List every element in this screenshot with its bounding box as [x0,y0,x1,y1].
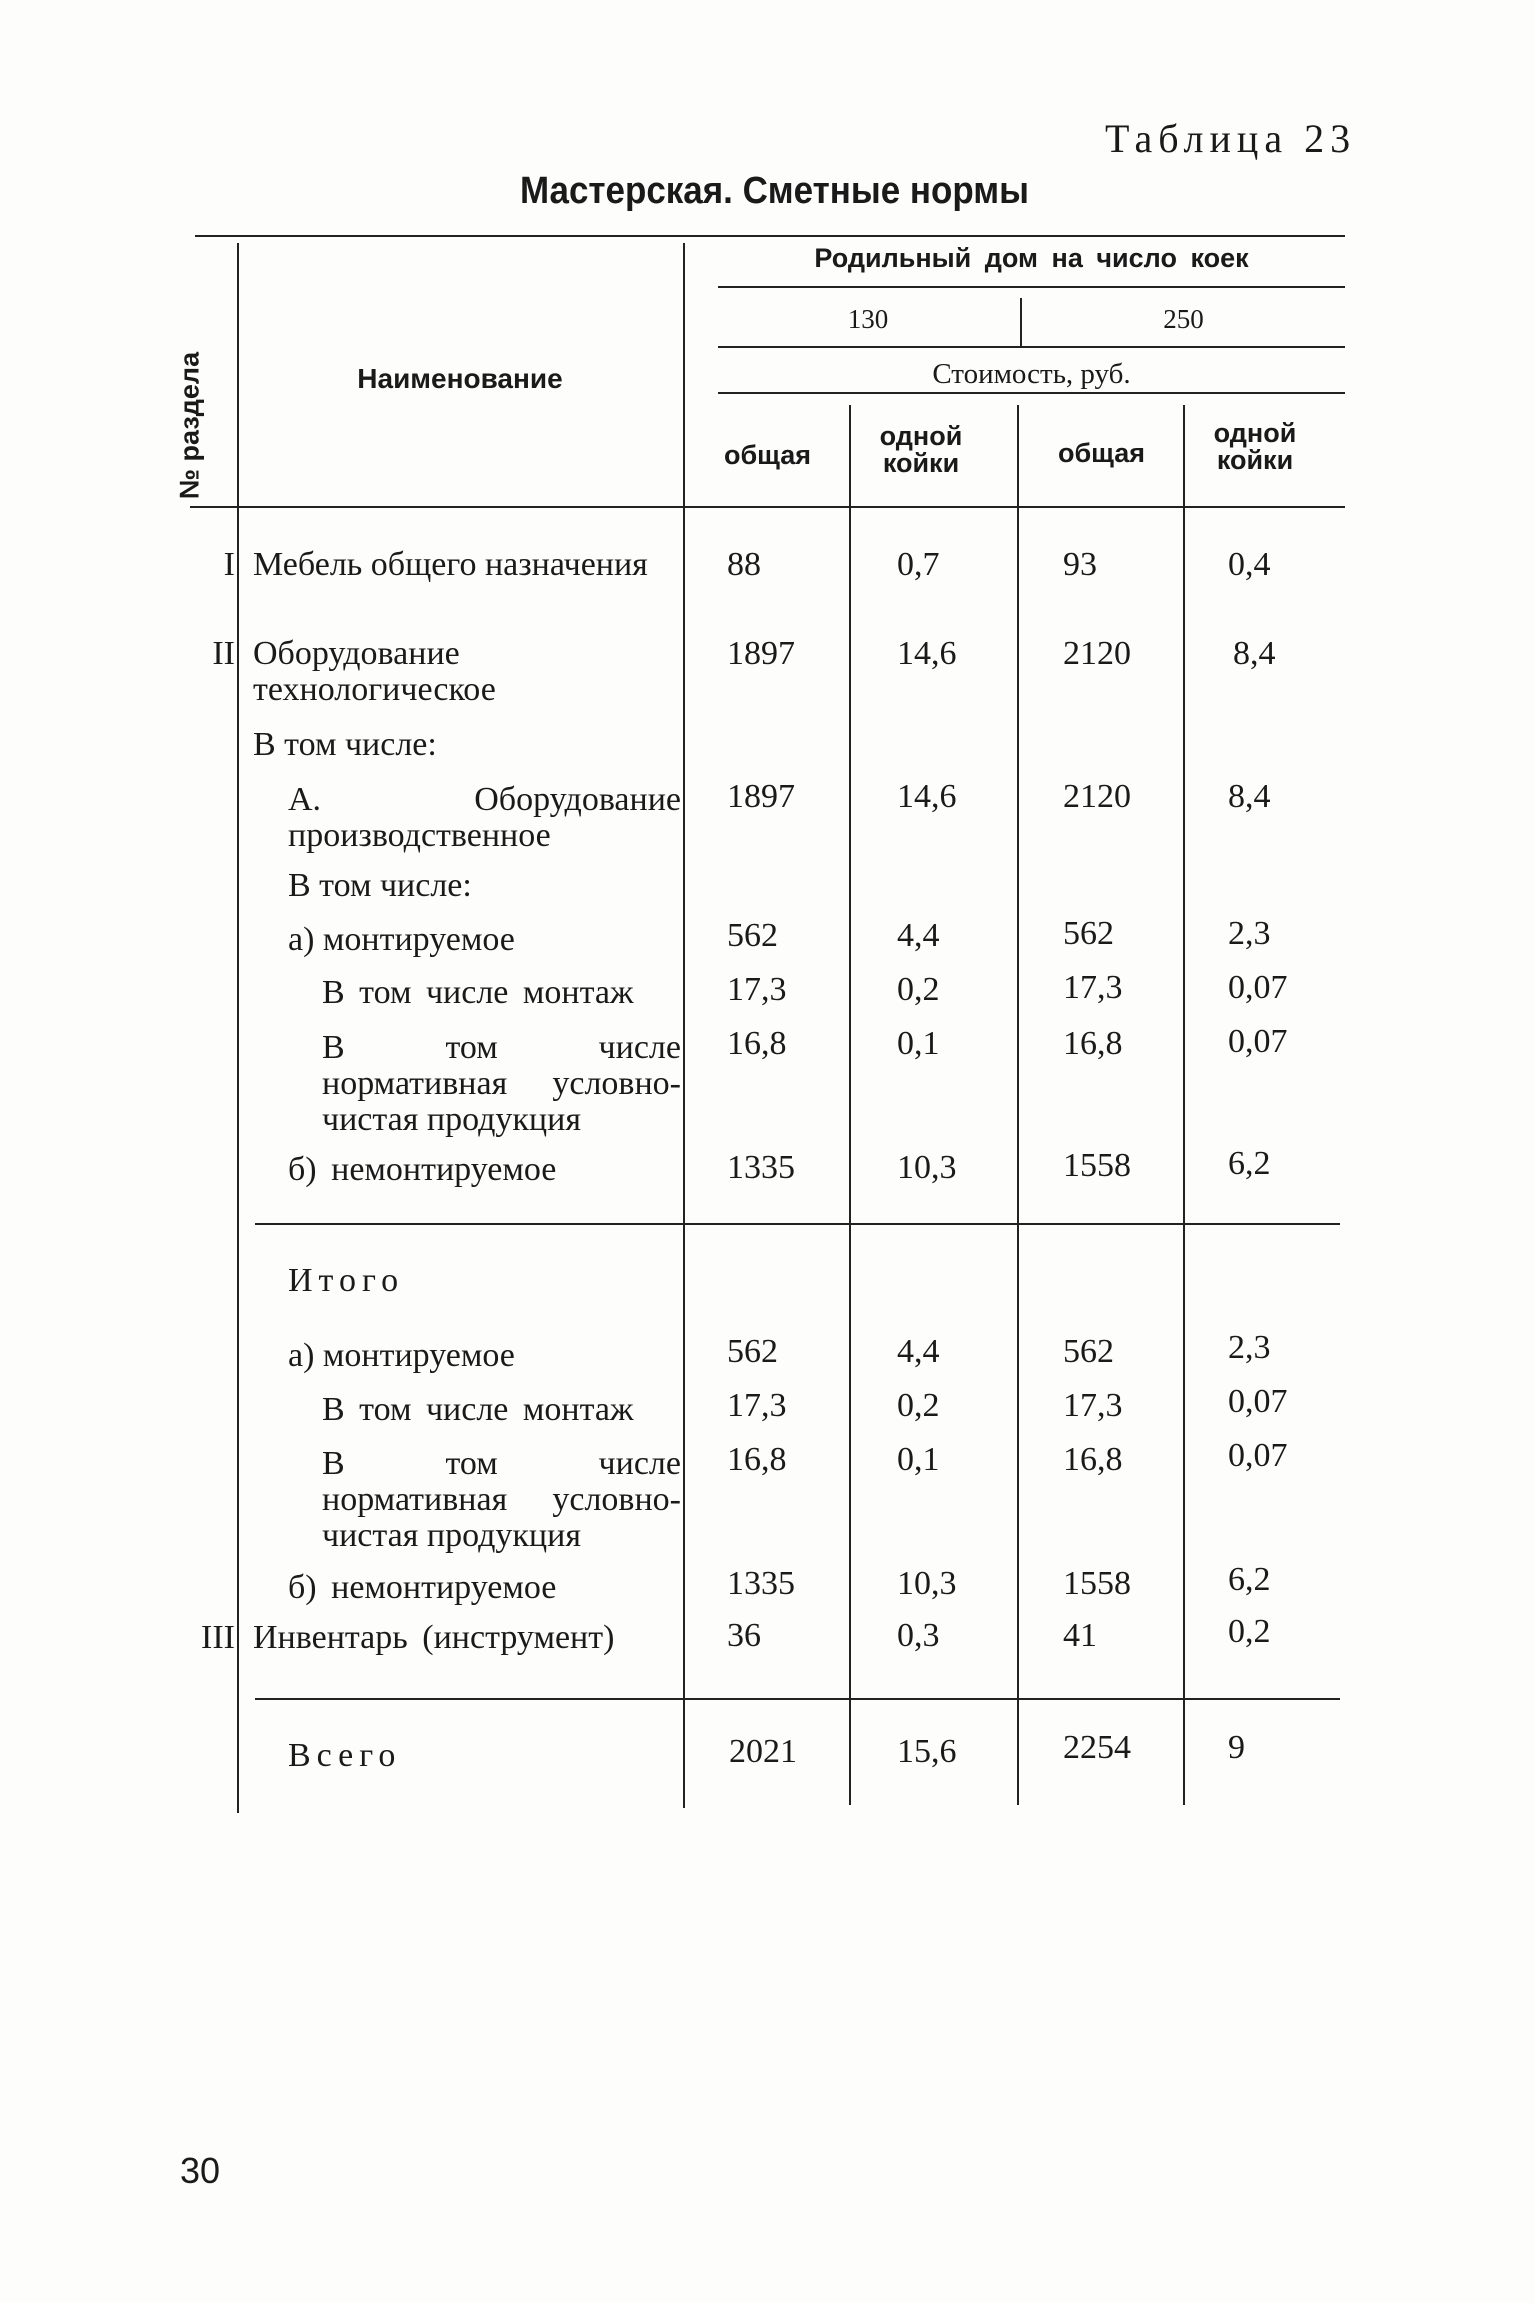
header-rule-cost [718,392,1345,394]
row-per-bed-130: 4,4 [897,917,940,954]
row-section-number: III [201,1619,235,1656]
row-total-250: 17,3 [1063,1387,1123,1424]
row-section-number: II [212,635,235,672]
row-name: В том числе нормативная условно-чистая продукция [322,1445,681,1554]
row-name: Всего [288,1737,402,1774]
row-per-bed-130: 14,6 [897,635,957,672]
row-total-130: 16,8 [727,1025,787,1062]
subtotal-rule [255,1223,1340,1225]
row-name: В том числе монтаж [322,974,634,1011]
row-per-bed-130: 15,6 [897,1733,957,1770]
row-per-bed-250: 8,4 [1233,635,1276,672]
page-number: 30 [180,2150,221,2191]
header-beds-250: 250 [1163,304,1204,334]
row-total-250: 41 [1063,1617,1097,1654]
row-name: б) немонтируемое [288,1151,557,1188]
row-total-130: 562 [727,917,778,954]
header-rule-beds [718,346,1345,348]
row-per-bed-250: 6,2 [1228,1145,1271,1182]
header-maternity: Родильный дом на число коек [814,243,1249,273]
header-top-rule [195,235,1345,237]
row-per-bed-130: 0,2 [897,1387,940,1424]
header-beds-130: 130 [847,304,889,334]
row-per-bed-130: 0,1 [897,1441,940,1478]
name-column-rule [683,243,685,1808]
row-per-bed-250: 0,07 [1228,969,1288,1006]
row-total-250: 562 [1063,915,1114,952]
row-total-130: 1897 [727,635,795,672]
row-total-130: 562 [727,1333,778,1370]
row-total-130: 17,3 [727,971,787,1008]
row-per-bed-250: 2,3 [1228,915,1271,952]
row-per-bed-250: 0,07 [1228,1437,1288,1474]
row-total-250: 2120 [1063,635,1131,672]
row-total-130: 16,8 [727,1441,787,1478]
row-total-250: 562 [1063,1333,1114,1370]
row-total-250: 17,3 [1063,969,1123,1006]
row-name: б) немонтируемое [288,1569,557,1606]
header-name: Наименование [357,363,563,394]
header-total-250: общая [1057,438,1146,468]
row-per-bed-130: 14,6 [897,778,957,815]
header-total-130: общая [723,440,812,470]
row-name: В том числе нормативная условно-чистая продукция [322,1029,681,1138]
row-per-bed-250: 0,4 [1228,546,1271,583]
row-total-130: 2021 [729,1733,797,1770]
row-name: Мебель общего назначения [253,546,648,583]
row-section-number: I [223,546,235,583]
row-name: А. Оборудование производственное [288,781,681,854]
row-total-130: 17,3 [727,1387,787,1424]
row-per-bed-250: 2,3 [1228,1329,1271,1366]
row-name: Итого [288,1262,405,1299]
row-name: Оборудование технологическое [253,635,496,708]
table-label: Таблица 23 [1105,116,1357,161]
row-name: В том числе: [288,867,472,904]
row-total-250: 2120 [1063,778,1131,815]
header-bottom-rule [190,506,1345,508]
cost-col-rule-3 [1183,405,1185,1805]
page-title: Мастерская. Сметные нормы [520,170,1029,212]
row-total-130: 1335 [727,1565,795,1602]
header-per-bed-130: одной койки [879,421,963,478]
row-per-bed-250: 0,2 [1228,1613,1271,1650]
header-rule-maternity [718,286,1345,288]
row-total-130: 36 [727,1617,761,1654]
row-per-bed-250: 6,2 [1228,1561,1271,1598]
row-per-bed-130: 10,3 [897,1565,957,1602]
row-per-bed-130: 0,1 [897,1025,940,1062]
row-per-bed-130: 0,2 [897,971,940,1008]
row-name: а) монтируемое [288,921,515,958]
row-total-250: 2254 [1063,1729,1131,1766]
header-cost: Стоимость, руб. [932,358,1131,390]
row-total-250: 1558 [1063,1147,1131,1184]
row-per-bed-250: 8,4 [1228,778,1271,815]
cost-col-rule-1 [849,405,851,1805]
row-per-bed-130: 0,7 [897,546,940,583]
section-column-rule [237,243,239,1813]
total-rule [255,1698,1340,1700]
row-per-bed-250: 0,07 [1228,1023,1288,1060]
row-name: Инвентарь (инструмент) [253,1619,615,1656]
row-name: В том числе: [253,726,437,763]
cost-col-rule-2 [1017,405,1019,1805]
row-total-250: 93 [1063,546,1097,583]
row-total-250: 16,8 [1063,1025,1123,1062]
header-section-number: № раздела [174,351,205,500]
row-total-130: 1897 [727,778,795,815]
row-total-130: 88 [727,546,761,583]
row-name: В том числе монтаж [322,1391,634,1428]
row-per-bed-250: 9 [1228,1729,1245,1766]
row-per-bed-130: 4,4 [897,1333,940,1370]
row-total-250: 1558 [1063,1565,1131,1602]
row-total-250: 16,8 [1063,1441,1123,1478]
row-per-bed-130: 0,3 [897,1617,940,1654]
row-total-130: 1335 [727,1149,795,1186]
row-per-bed-130: 10,3 [897,1149,957,1186]
row-name: а) монтируемое [288,1337,515,1374]
row-per-bed-250: 0,07 [1228,1383,1288,1420]
header-per-bed-250: одной койки [1213,418,1297,475]
